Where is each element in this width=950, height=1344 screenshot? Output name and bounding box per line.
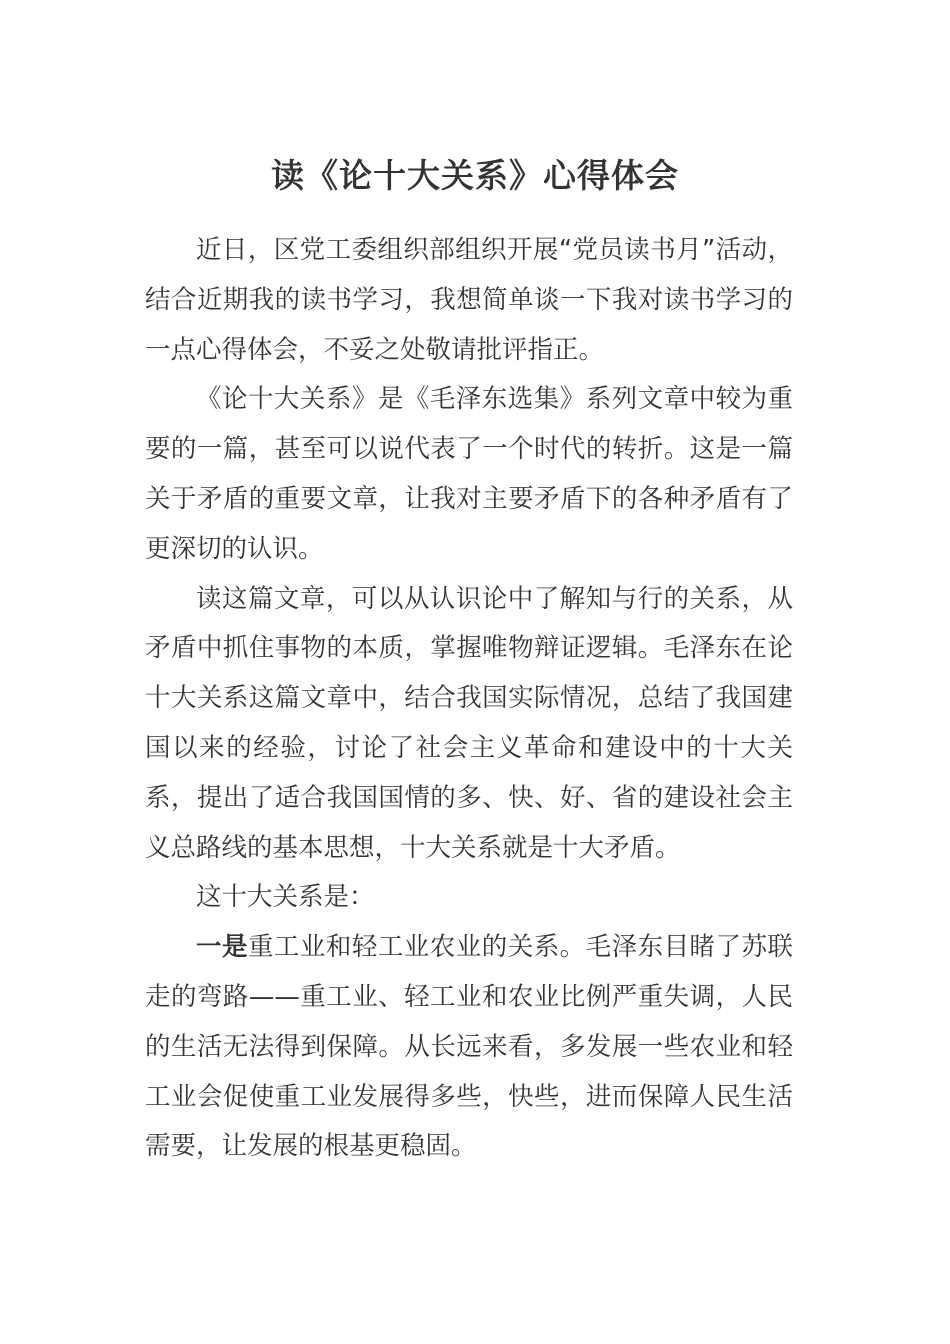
document-body [145,226,793,1172]
paragraph-reading-insight: 读这篇文章，可以从认识论中了解知与行的关系，从矛盾中抓住事物的本质，掌握唯物辩证逻辑。毛泽东在论十大关系这篇文章中，结合我国实际情况，总结了我国建国以来的经验，讨论了社会主义革命和建设中的十大关系，提出了适合我国国情的多、快、好、省的建设社会主义总路线的基本思想，十大关系就是十大矛盾。 [145,583,793,863]
paragraph-relation-one [145,923,793,1172]
paragraph-relation-one-text: 重工业和轻工业农业的关系。毛泽东目睹了苏联走的弯路——重工业、轻工业和农业比例严重失调，人民的生活无法得到保障。从长远来看，多发展一些农业和轻工业会促使重工业发展得多些，快些，进而保障人民生活需要，让发展的根基更稳固。 [145,932,793,1162]
paragraph-intro: 近日，区党工委组织部组织开展“党员读书月”活动，结合近期我的读书学习，我想简单谈一下我对读书学习的一点心得体会，不妥之处敬请批评指正。 [145,235,793,365]
paragraph-list-intro: 这十大关系是： [196,882,375,913]
paragraph-lead-label: 一是 [196,932,248,963]
paragraph-article-significance: 《论十大关系》是《毛泽东选集》系列文章中较为重要的一篇，甚至可以说代表了一个时代的转折。这是一篇关于矛盾的重要文章，让我对主要矛盾下的各种矛盾有了更深切的认识。 [145,384,793,564]
document-title: 读《论十大关系》心得体会 [271,156,679,195]
